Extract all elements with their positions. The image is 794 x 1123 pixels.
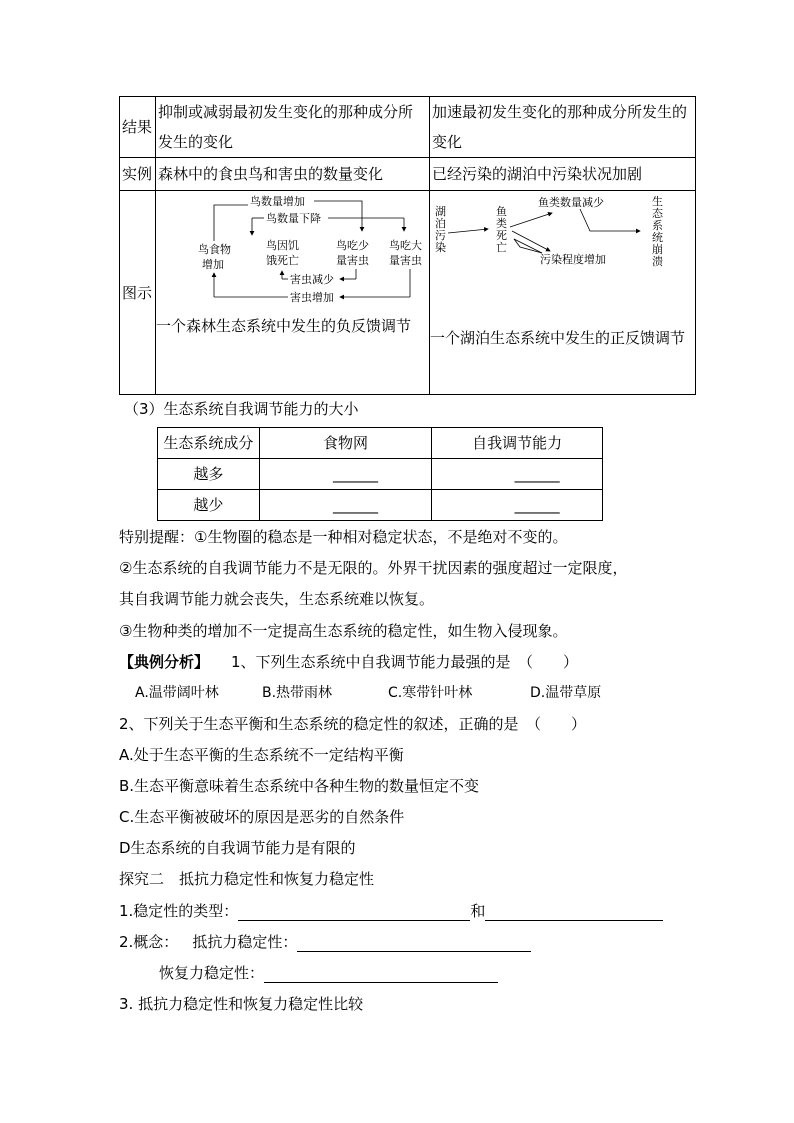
svg-text:鱼: 鱼 xyxy=(496,205,507,218)
negative-feedback-diagram xyxy=(156,191,429,311)
regulation-table xyxy=(157,427,603,521)
q2-option-c[interactable]: C.生态平衡被破坏的原因是恶劣的自然条件 xyxy=(119,808,405,826)
svg-text:统: 统 xyxy=(652,231,663,244)
svg-text:死: 死 xyxy=(496,229,507,242)
note-3: 其自我调节能力就会丧失，生态系统难以恢复。 xyxy=(119,590,435,608)
node-eat-less-1: 鸟吃少 xyxy=(336,239,369,252)
note-1: 特别提醒：①生物圈的稳态是一种相对稳定状态，不是绝对不变的。 xyxy=(119,528,568,546)
node-pollution-increase: 污染程度增加 xyxy=(540,253,606,266)
node-bird-decrease: 鸟数量下降 xyxy=(266,212,321,225)
node-eat-more-2: 量害虫 xyxy=(389,254,422,267)
stability-and: 和 xyxy=(470,902,486,920)
row-head-result: 结果 xyxy=(120,97,156,158)
svg-text:泊: 泊 xyxy=(435,217,446,230)
q1-options xyxy=(135,682,601,702)
node-starve-2: 饿死亡 xyxy=(266,254,299,267)
question-1-text: 1、下列生态系统中自我调节能力最强的是 （ ） xyxy=(231,653,579,671)
question-2-text: 2、下列关于生态平衡和生态系统的稳定性的叙述，正确的是 （ ） xyxy=(119,715,587,733)
stability-type-blank-1[interactable] xyxy=(238,902,470,921)
concept-recover-line xyxy=(159,962,498,983)
section3-title: （3）生态系统自我调节能力的大小 xyxy=(124,400,359,418)
svg-text:湖: 湖 xyxy=(435,205,446,218)
blank-ability-less[interactable]: ______ xyxy=(432,490,603,521)
svg-text:系: 系 xyxy=(652,219,663,232)
stability-types xyxy=(119,900,663,921)
concept-resist-line xyxy=(119,931,531,952)
stability-type-blank-2[interactable] xyxy=(485,902,663,921)
node-ecosystem-collapse xyxy=(652,194,664,268)
svg-text:生: 生 xyxy=(652,195,663,208)
svg-text:亡: 亡 xyxy=(496,241,507,254)
node-pest-decrease: 害虫减少 xyxy=(290,273,334,286)
node-pest-increase: 害虫增加 xyxy=(290,291,334,304)
note-4: ③生物种类的增加不一定提高生态系统的稳定性，如生物入侵现象。 xyxy=(119,622,568,640)
node-eat-more-1: 鸟吃大 xyxy=(389,239,422,252)
note-2: ②生态系统的自我调节能力不是无限的。外界干扰因素的强度超过一定限度， xyxy=(119,559,628,577)
q1-option-b[interactable]: B.热带雨林 xyxy=(262,685,333,701)
node-fish-death xyxy=(496,205,507,254)
q1-option-c[interactable]: C.寒带针叶林 xyxy=(388,685,473,701)
resist-label: 抵抗力稳定性： xyxy=(192,933,298,951)
concept-label: 2.概念： xyxy=(119,933,179,951)
node-eat-less-2: 量害虫 xyxy=(336,254,369,267)
node-lake-polluted xyxy=(435,204,446,254)
node-food-2: 增加 xyxy=(202,258,224,271)
svg-text:溃: 溃 xyxy=(652,255,663,268)
positive-feedback-caption: 一个湖泊生态系统中发生的正反馈调节 xyxy=(430,329,686,347)
negative-result: 抑制或减弱最初发生变化的那种成分所发生的变化 xyxy=(156,97,430,158)
recover-label: 恢复力稳定性： xyxy=(159,964,265,982)
node-bird-increase: 鸟数量增加 xyxy=(250,195,305,208)
feedback-table xyxy=(119,96,696,395)
q2-option-b[interactable]: B.生态平衡意味着生态系统中各种生物的数量恒定不变 xyxy=(119,777,480,795)
svg-text:态: 态 xyxy=(652,207,663,220)
row-more: 越多 xyxy=(158,459,260,490)
row-head-diagram: 图示 xyxy=(120,191,156,395)
header-ability: 自我调节能力 xyxy=(432,428,603,459)
positive-example: 已经污染的湖泊中污染状况加剧 xyxy=(430,158,696,191)
stability-types-label: 1.稳定性的类型： xyxy=(119,902,239,920)
node-fish-decrease: 鱼类数量减少 xyxy=(538,196,604,209)
comparison-heading: 3. 抵抗力稳定性和恢复力稳定性比较 xyxy=(119,995,364,1013)
node-food-1: 鸟食物 xyxy=(198,243,231,256)
positive-result: 加速最初发生变化的那种成分所发生的变化 xyxy=(430,97,696,158)
positive-feedback-diagram xyxy=(430,191,695,321)
negative-feedback-cell xyxy=(156,191,430,395)
svg-text:污: 污 xyxy=(435,229,446,242)
negative-example: 森林中的食虫鸟和害虫的数量变化 xyxy=(156,158,430,191)
blank-ability-more[interactable]: ______ xyxy=(432,459,603,490)
example-tag: 【典例分析】 xyxy=(119,653,210,671)
svg-text:类: 类 xyxy=(496,217,507,230)
positive-feedback-cell xyxy=(430,191,696,395)
recover-blank[interactable] xyxy=(264,964,498,983)
negative-feedback-caption: 一个森林生态系统中发生的负反馈调节 xyxy=(156,317,412,335)
q1-option-d[interactable]: D.温带草原 xyxy=(530,685,602,701)
example-question-1 xyxy=(119,651,578,672)
q1-option-a[interactable]: A.温带阔叶林 xyxy=(135,685,219,701)
svg-text:染: 染 xyxy=(435,241,446,254)
explore2-title: 探究二 抵抗力稳定性和恢复力稳定性 xyxy=(119,870,375,888)
header-component: 生态系统成分 xyxy=(158,428,260,459)
row-head-example: 实例 xyxy=(120,158,156,191)
resist-blank[interactable] xyxy=(297,933,531,952)
node-starve-1: 鸟因饥 xyxy=(266,239,299,252)
header-foodweb: 食物网 xyxy=(259,428,432,459)
q2-option-d[interactable]: D生态系统的自我调节能力是有限的 xyxy=(119,839,356,857)
blank-foodweb-more[interactable]: ______ xyxy=(259,459,432,490)
blank-foodweb-less[interactable]: ______ xyxy=(259,490,432,521)
row-less: 越少 xyxy=(158,490,260,521)
q2-option-a[interactable]: A.处于生态平衡的生态系统不一定结构平衡 xyxy=(119,746,404,764)
svg-text:崩: 崩 xyxy=(652,243,663,256)
